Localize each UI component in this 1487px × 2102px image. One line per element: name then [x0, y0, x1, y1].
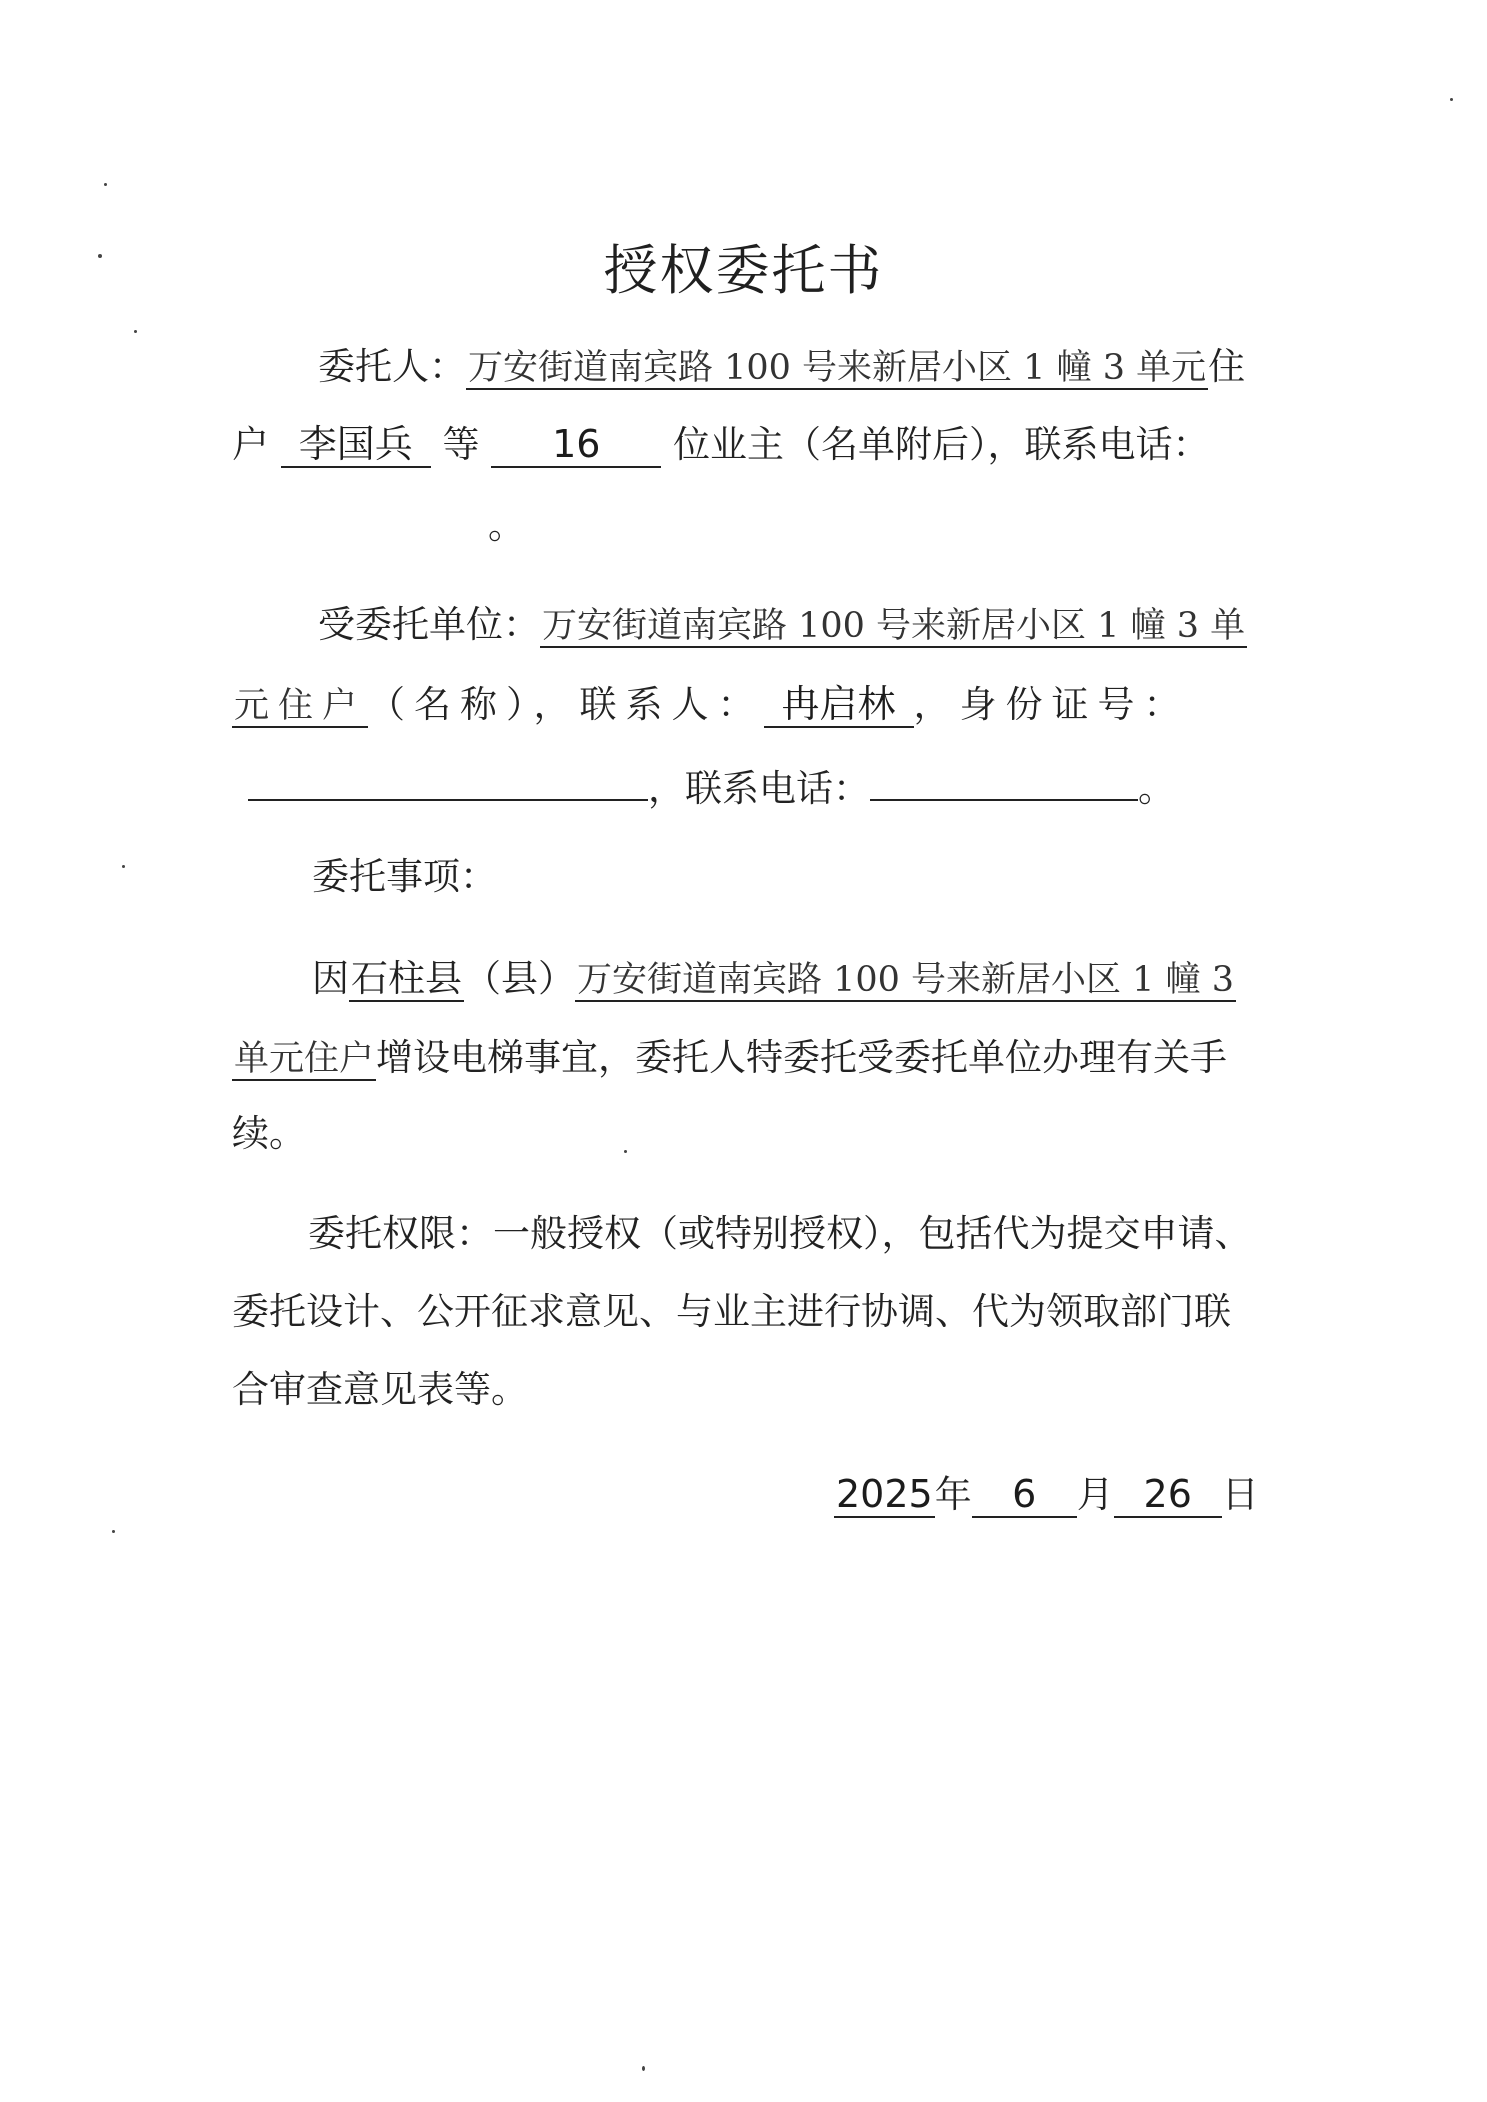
date-month: 6 — [972, 1474, 1077, 1518]
principal-deng: 等 — [442, 423, 480, 466]
principal-hu: 户 — [232, 423, 269, 466]
agent-phone-label: ，联系电话： — [648, 767, 870, 810]
principal-label: 委托人： — [318, 345, 466, 388]
principal-line-1 — [318, 346, 1245, 390]
date-year-unit: 年 — [934, 1473, 972, 1516]
scan-speck — [104, 183, 107, 186]
agent-id-label: ，身份证号： — [913, 683, 1190, 726]
agent-address-cont: 元住户 — [234, 686, 367, 726]
document-title: 授权委托书 — [603, 239, 884, 302]
scan-speck — [1450, 98, 1453, 101]
matters-address-cont: 单元住户 — [234, 1039, 375, 1079]
owner-name-field: 李国兵 — [281, 424, 431, 468]
date-line — [834, 1474, 1259, 1518]
principal-suffix: 位业主（名单附后），联系电话： — [673, 423, 1210, 466]
scan-speck — [624, 1150, 627, 1153]
owner-count-field: 16 — [491, 424, 661, 468]
scope-line-3: 合审查意见表等。 — [232, 1368, 528, 1411]
agent-phone-blank — [870, 765, 1138, 801]
agent-address: 万安街道南宾路 100 号来新居小区 1 幢 3 单 — [542, 606, 1246, 646]
scan-speck — [642, 2066, 645, 2071]
scan-speck — [122, 865, 125, 868]
matters-prefix: 因 — [312, 957, 349, 1000]
principal-line-2 — [232, 424, 1210, 468]
agent-name-note: （名称），联系人： — [368, 683, 764, 726]
matters-heading: 委托事项： — [312, 855, 497, 898]
scan-speck — [134, 330, 137, 333]
matters-line-2 — [232, 1037, 1227, 1081]
date-month-unit: 月 — [1076, 1473, 1114, 1516]
matters-county: 石柱县 — [351, 957, 462, 1000]
matters-address: 万安街道南宾路 100 号来新居小区 1 幢 3 — [577, 960, 1234, 1000]
matters-line-3: 续。 — [232, 1112, 306, 1155]
scan-speck — [98, 254, 102, 258]
principal-line-3 — [488, 505, 525, 548]
scope-line-2: 委托设计、公开征求意见、与业主进行协调、代为领取部门联 — [232, 1290, 1231, 1333]
date-year: 2025 — [836, 1472, 933, 1516]
agent-line-1 — [318, 604, 1247, 648]
date-day: 26 — [1114, 1474, 1222, 1518]
agent-id-blank — [248, 765, 648, 801]
agent-line-3 — [248, 765, 1175, 811]
agent-end: 。 — [1138, 767, 1175, 810]
scope-line-1: 委托权限：一般授权（或特别授权），包括代为提交申请、 — [308, 1212, 1252, 1255]
agent-label: 受委托单位： — [318, 603, 540, 646]
principal-end: 。 — [488, 504, 525, 547]
date-day-unit: 日 — [1221, 1473, 1259, 1516]
principal-address-tail: 住 — [1208, 345, 1246, 388]
matters-county-suffix: （县） — [464, 957, 575, 1000]
agent-contact-field: 冉启林 — [764, 684, 914, 728]
principal-address: 万安街道南宾路 100 号来新居小区 1 幢 3 单元 — [468, 348, 1207, 388]
matters-rest: 增设电梯事宜，委托人特委托受委托单位办理有关手 — [376, 1036, 1228, 1079]
agent-line-2 — [232, 684, 1190, 728]
scan-speck — [112, 1530, 115, 1533]
matters-line-1 — [312, 958, 1236, 1002]
